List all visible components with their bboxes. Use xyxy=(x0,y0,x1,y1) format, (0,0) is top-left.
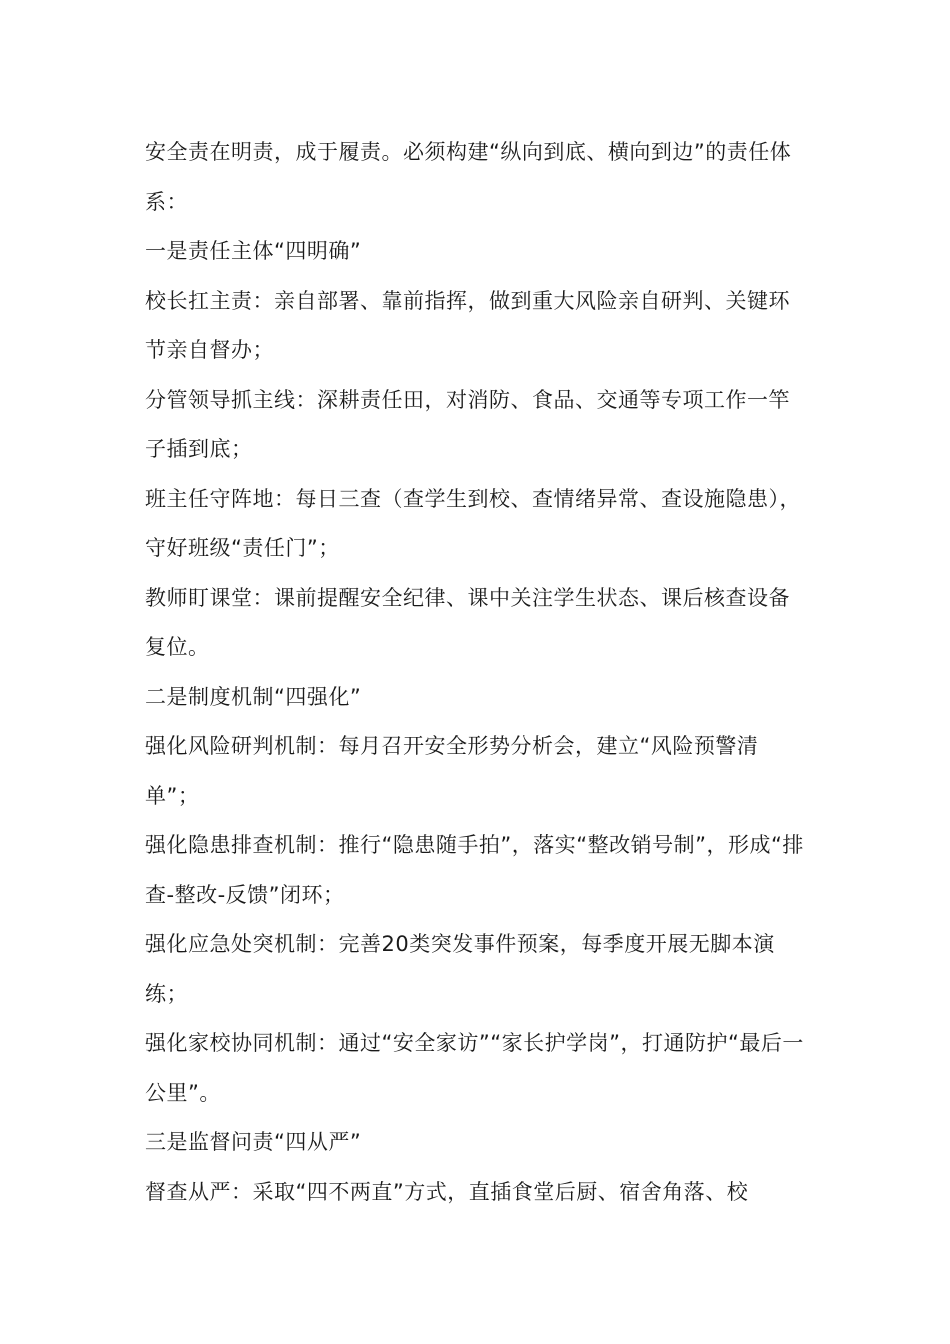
paragraph-risk-assessment: 强化风险研判机制：每月召开安全形势分析会，建立“风险预警清单”； xyxy=(145,734,759,808)
heading-institutional-mechanisms: 二是制度机制“四强化” xyxy=(145,684,362,709)
paragraph-leader: 分管领导抓主线：深耕责任田，对消防、食品、交通等专项工作一竿子插到底； xyxy=(145,387,790,461)
paragraph-head-teacher: 班主任守阵地：每日三查（查学生到校、查情绪异常、查设施隐患），守好班级“责任门”； xyxy=(145,486,801,560)
paragraph-emergency-response: 强化应急处突机制：完善20类突发事件预案，每季度开展无脚本演练； xyxy=(145,932,775,1006)
heading-supervision-accountability: 三是监督问责“四从严” xyxy=(145,1130,362,1154)
paragraph-hazard-inspection: 强化隐患排查机制：推行“隐患随手拍”，落实“整改销号制”，形成“排查-整改-反馈”闭环； xyxy=(145,833,804,907)
paragraph-home-school: 强化家校协同机制：通过“安全家访”“家长护学岗”，打通防护“最后一公里”。 xyxy=(145,1031,804,1105)
paragraph-intro: 安全责在明责，成于履责。必须构建“纵向到底、横向到边”的责任体系： xyxy=(145,140,792,214)
heading-responsibility-subjects: 一是责任主体“四明确” xyxy=(145,239,362,263)
paragraph-teacher: 教师盯课堂：课前提醒安全纪律、课中关注学生状态、课后核查设备复位。 xyxy=(145,585,790,659)
paragraph-principal: 校长扛主责：亲自部署、靠前指挥，做到重大风险亲自研判、关键环节亲自督办； xyxy=(145,288,790,362)
paragraph-inspection: 督查从严：采取“四不两直”方式，直插食堂后厨、宿舍角落、校 xyxy=(145,1179,749,1204)
document-body xyxy=(145,128,810,1217)
